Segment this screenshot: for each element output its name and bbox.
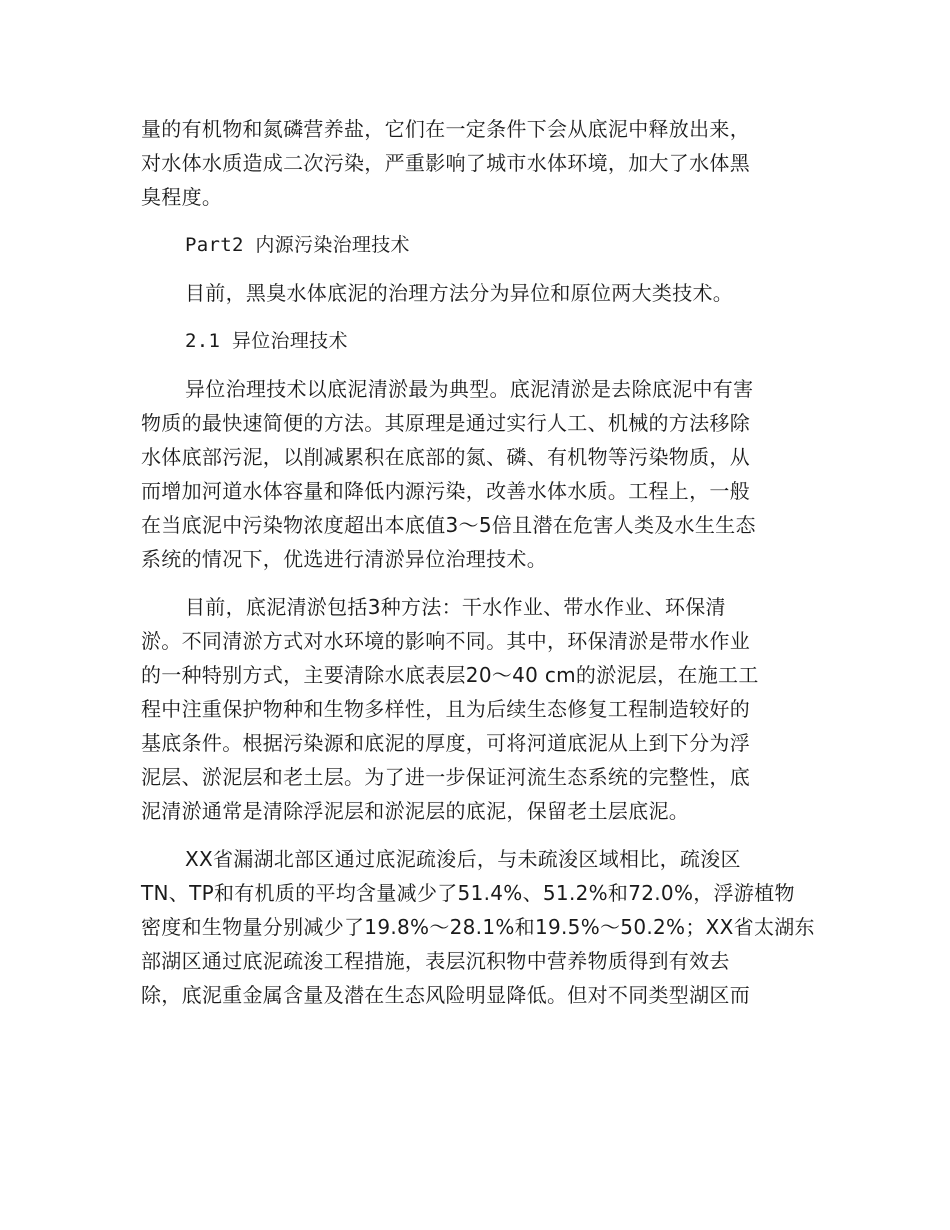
paragraph-dredging-methods [141, 590, 821, 828]
paragraph-case-study [141, 842, 821, 1012]
paragraph-intro: 目前，黑臭水体底泥的治理方法分为异位和原位两大类技术。 [185, 281, 734, 305]
text-line: 臭程度。 [141, 185, 223, 209]
paragraph-ex-situ [141, 372, 821, 576]
text-line: 基底条件。根据污染源和底泥的厚度，可将河道底泥从上到下分为浮 [141, 731, 750, 755]
paragraph-continued [141, 112, 821, 214]
text-line: 而增加河道水体容量和降低内源污染，改善水体水质。工程上，一般 [141, 479, 750, 503]
text-line: 水体底部污泥，以削减累积在底部的氮、磷、有机物等污染物质，从 [141, 445, 750, 469]
text-line: 淤。不同清淤方式对水环境的影响不同。其中，环保清淤是带水作业 [141, 629, 750, 653]
text-line: 物质的最快速简便的方法。其原理是通过实行人工、机械的方法移除 [141, 411, 750, 435]
subsection-heading-2-1: 2.1 异位治理技术 [185, 330, 348, 352]
text-line: 异位治理技术以底泥清淤最为典型。底泥清淤是去除底泥中有害 [185, 377, 754, 401]
text-line: 对水体水质造成二次污染，严重影响了城市水体环境，加大了水体黑 [141, 151, 750, 175]
text-line: 泥层、淤泥层和老土层。为了进一步保证河流生态系统的完整性，底 [141, 765, 750, 789]
text-line: 程中注重保护物种和生物多样性，且为后续生态修复工程制造较好的 [141, 697, 750, 721]
document-body [141, 112, 821, 1012]
text-line: 的一种特别方式，主要清除水底表层20～40 cm的淤泥层，在施工工 [141, 663, 759, 687]
text-line: 量的有机物和氮磷营养盐，它们在一定条件下会从底泥中释放出来， [141, 117, 750, 141]
section-heading-part2: Part2 内源污染治理技术 [185, 234, 410, 256]
text-line: 目前，底泥清淤包括3种方法：干水作业、带水作业、环保清 [185, 595, 726, 619]
text-line: TN、TP和有机质的平均含量减少了51.4%、51.2%和72.0%，浮游植物 [141, 881, 795, 905]
text-line: 在当底泥中污染物浓度超出本底值3～5倍且潜在危害人类及水生生态 [141, 513, 756, 537]
text-line: 部湖区通过底泥疏浚工程措施，表层沉积物中营养物质得到有效去 [141, 949, 730, 973]
text-line: 系统的情况下，优选进行清淤异位治理技术。 [141, 547, 547, 571]
text-line: 泥清淤通常是清除浮泥层和淤泥层的底泥，保留老土层底泥。 [141, 799, 690, 823]
text-line: 除，底泥重金属含量及潜在生态风险明显降低。但对不同类型湖区而 [141, 983, 750, 1007]
text-line: XX省漏湖北部区通过底泥疏浚后，与未疏浚区域相比，疏浚区 [185, 847, 741, 871]
text-line: 密度和生物量分别减少了19.8%～28.1%和19.5%～50.2%；XX省太湖东 [141, 915, 815, 939]
